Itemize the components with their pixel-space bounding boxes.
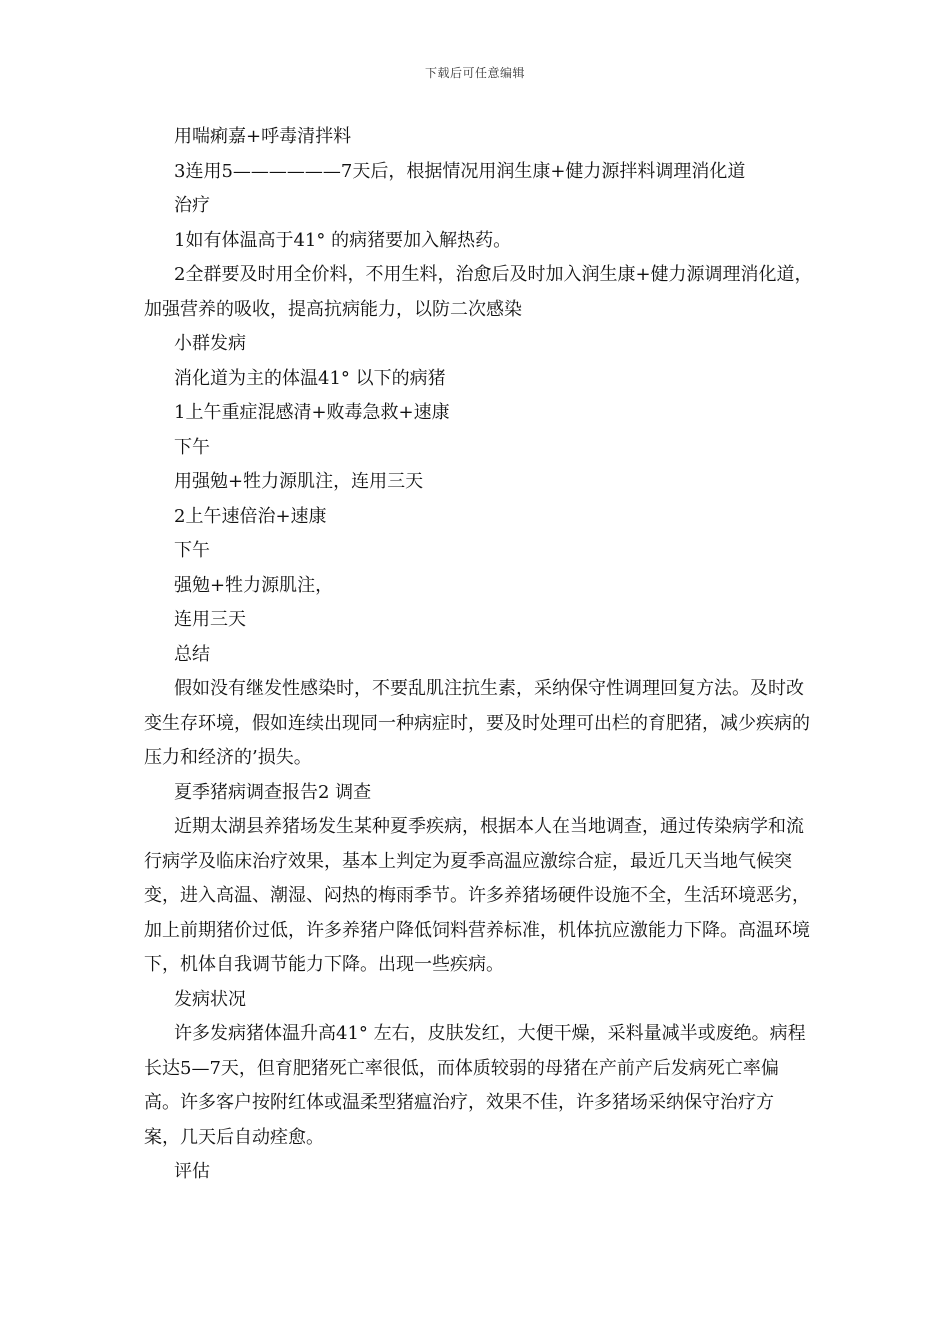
section-heading: 发病状况	[174, 988, 246, 1010]
section-heading: 小群发病	[174, 333, 246, 354]
paragraph: 近期太湖县养猪场发生某种夏季疾病，根据本人在当地调查，通过传染病学和流行病学及临床治疗效果，基本上判定为夏季高温应激综合症，最近几天当地气候突变，进入高温、潮湿、闷热的梅雨季节。许多养猪场硬件设施不全，生活环境恶劣，加上前期猪价过低，许多养猪户降低饲料营养标准，机体抗应激能力下降。高温环境下，机体自我调节能力下降。出现一些疾病。	[144, 816, 810, 975]
paragraph: 2全群要及时用全价料，不用生料，治愈后及时加入润生康+健力源调理消化道，加强营养的吸收，提高抗病能力，以防二次感染	[144, 264, 813, 320]
section-heading: 总结	[174, 643, 210, 665]
text-line: 用喘痢嘉+呼毒清拌料	[174, 126, 352, 147]
text-line: 消化道为主的体温41° 以下的病猪	[174, 367, 446, 389]
text-line: 1如有体温高于41° 的病猪要加入解热药。	[174, 229, 512, 251]
paragraph: 假如没有继发性感染时，不要乱肌注抗生素，采纳保守性调理回复方法。及时改变生存环境，假如连续出现同一种病症时，要及时处理可出栏的育肥猪，减少疾病的压力和经济的’损失。	[144, 678, 810, 768]
document-body	[144, 120, 814, 1190]
text-line: 用强勉+牲力源肌注，连用三天	[174, 471, 424, 492]
text-line: 1上午重症混感清+败毒急救+速康	[174, 402, 450, 423]
text-line: 连用三天	[174, 609, 246, 630]
text-line: 强勉+牲力源肌注，	[174, 574, 334, 596]
text-line: 下午	[174, 540, 210, 561]
paragraph: 许多发病猪体温升高41° 左右，皮肤发红，大便干燥，采料量减半或废绝。病程长达5—7天，但育肥猪死亡率很低，而体质较弱的母猪在产前产后发病死亡率偏高。许多客户按附红体或温柔型猪瘟治疗，效果不佳，许多猪场采纳保守治疗方案，几天后自动痊愈。	[144, 1023, 806, 1148]
text-line: 下午	[174, 436, 210, 458]
section-heading: 治疗	[174, 195, 210, 216]
text-line: 2上午速倍治+速康	[174, 505, 327, 527]
page-header: 下载后可任意编辑	[424, 66, 525, 80]
section-heading: 夏季猪病调查报告2 调查	[174, 781, 372, 803]
section-heading: 评估	[174, 1161, 210, 1182]
text-line: 3连用5——————7天后，根据情况用润生康+健力源拌料调理消化道	[174, 160, 746, 182]
